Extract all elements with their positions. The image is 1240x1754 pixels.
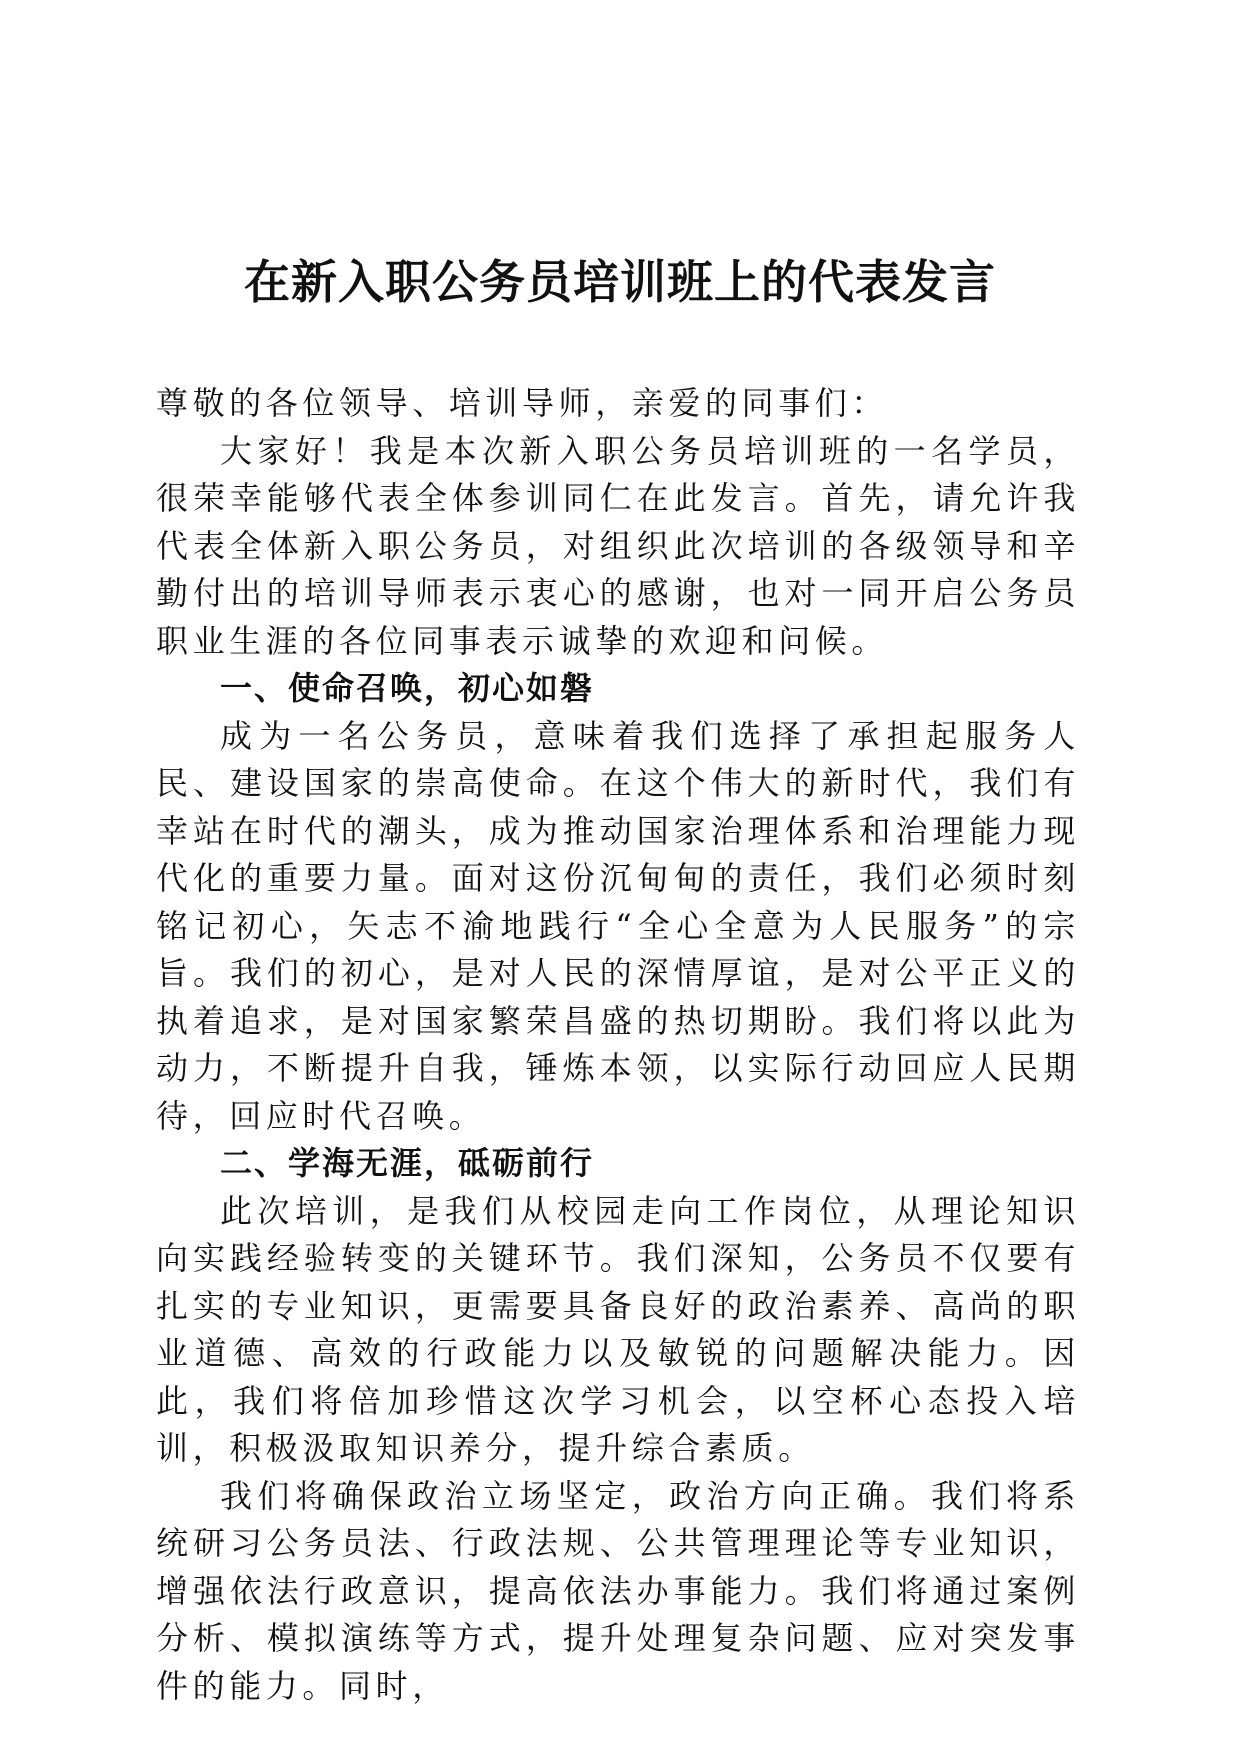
section-2-paragraph-1: 此次培训，是我们从校园走向工作岗位，从理论知识向实践经验转变的关键环节。我们深知，公务员不仅要有扎实的专业知识，更需要具备良好的政治素养、高尚的职业道德、高效的行政能力以及敏锐的问题解决能力。因此，我们将倍加珍惜这次学习机会，以空杯心态投入培训，积极汲取知识养分，提升综合素质。 bbox=[156, 1191, 1080, 1467]
section-1-paragraph-1: 成为一名公务员，意味着我们选择了承担起服务人民、建设国家的崇高使命。在这个伟大的新时代，我们有幸站在时代的潮头，成为推动国家治理体系和治理能力现代化的重要力量。面对这份沉甸甸的责任，我们必须时刻铭记初心，矢志不渝地践行“全心全意为人民服务”的宗旨。我们的初心，是对人民的深情厚谊，是对公平正义的执着追求，是对国家繁荣昌盛的热切期盼。我们将以此为动力，不断提升自我，锤炼本领，以实际行动回应人民期待，回应时代召唤。 bbox=[156, 716, 1080, 1135]
section-heading-2: 二、学海无涯，砥砺前行 bbox=[220, 1144, 595, 1182]
document-body bbox=[156, 380, 1080, 1710]
document-title: 在新入职公务员培训班上的代表发言 bbox=[244, 255, 996, 309]
section-heading-1: 一、使命召唤，初心如磐 bbox=[220, 669, 595, 707]
salutation: 尊敬的各位领导、培训导师，亲爱的同事们： bbox=[156, 384, 889, 422]
opening-paragraph: 大家好！我是本次新入职公务员培训班的一名学员，很荣幸能够代表全体参训同仁在此发言。首先，请允许我代表全体新入职公务员，对组织此次培训的各级领导和辛勤付出的培训导师表示衷心的感谢，也对一同开启公务员职业生涯的各位同事表示诚挚的欢迎和问候。 bbox=[156, 431, 1080, 660]
section-2-paragraph-2: 我们将确保政治立场坚定，政治方向正确。我们将系统研习公务员法、行政法规、公共管理理论等专业知识，增强依法行政意识，提高依法办事能力。我们将通过案例分析、模拟演练等方式，提升处理复杂问题、应对突发事件的能力。同时， bbox=[156, 1476, 1080, 1705]
